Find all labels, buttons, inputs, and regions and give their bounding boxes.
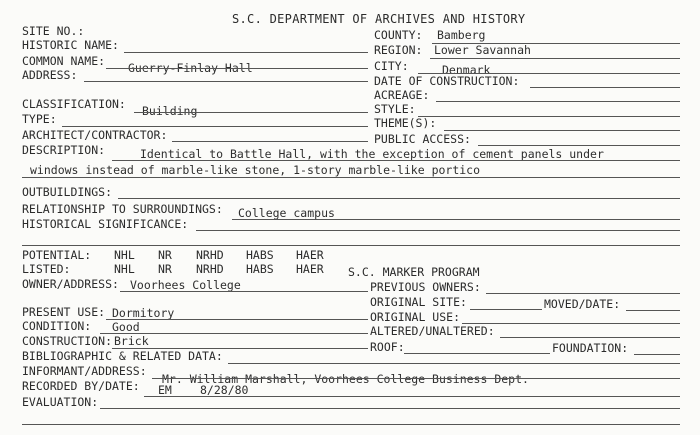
evaluation-line bbox=[100, 408, 680, 409]
section-divider bbox=[22, 245, 680, 246]
description-label: DESCRIPTION: bbox=[22, 143, 106, 157]
city-value: Denmark bbox=[442, 63, 491, 77]
address-line bbox=[84, 81, 368, 82]
public-access-label: PUBLIC ACCESS: bbox=[374, 132, 471, 146]
foundation-label: FOUNDATION: bbox=[552, 341, 629, 355]
description-rule-1 bbox=[112, 160, 680, 161]
recorded-by-line bbox=[144, 396, 680, 397]
recorded-by-label: RECORDED BY/DATE: bbox=[22, 379, 140, 393]
potential-haer: HAER bbox=[296, 248, 324, 262]
historical-significance-line bbox=[196, 230, 680, 231]
potential-label: POTENTIAL: bbox=[22, 248, 92, 262]
theme-label: THEME(S): bbox=[374, 116, 437, 130]
county-label: COUNTY: bbox=[374, 28, 423, 42]
relationship-label: RELATIONSHIP TO SURROUNDINGS: bbox=[22, 202, 223, 216]
owner-address-value: Voorhees College bbox=[130, 278, 241, 292]
theme-line bbox=[444, 130, 680, 131]
date-construction-line bbox=[530, 87, 680, 88]
potential-habs: HABS bbox=[246, 248, 274, 262]
site-no-label: SITE NO.: bbox=[22, 24, 85, 38]
original-site-label: ORIGINAL SITE: bbox=[370, 295, 467, 309]
roof-line bbox=[404, 353, 550, 354]
acreage-label: ACREAGE: bbox=[374, 88, 430, 102]
description-line-2: windows instead of marble-like stone, 1-story marble-like portico bbox=[30, 163, 481, 177]
previous-owners-line bbox=[486, 293, 680, 294]
listed-haer: HAER bbox=[296, 262, 324, 276]
region-line bbox=[430, 58, 680, 59]
present-use-line bbox=[106, 319, 368, 320]
form-title: S.C. DEPARTMENT OF ARCHIVES AND HISTORY bbox=[232, 12, 526, 26]
county-value: Bamberg bbox=[437, 28, 486, 42]
classification-value: Building bbox=[142, 104, 198, 118]
classification-label: CLASSIFICATION: bbox=[22, 97, 126, 111]
previous-owners-label: PREVIOUS OWNERS: bbox=[370, 280, 481, 294]
relationship-line bbox=[232, 219, 680, 220]
condition-label: CONDITION: bbox=[22, 319, 92, 333]
original-use-label: ORIGINAL USE: bbox=[370, 310, 461, 324]
marker-program-label: S.C. MARKER PROGRAM bbox=[348, 265, 480, 279]
type-line bbox=[62, 126, 368, 127]
historic-name-label: HISTORIC NAME: bbox=[22, 38, 119, 52]
classification-line bbox=[134, 112, 368, 113]
recorded-date-value: 8/28/80 bbox=[200, 383, 249, 397]
original-site-line bbox=[470, 309, 542, 310]
relationship-value: College campus bbox=[238, 206, 335, 220]
region-label: REGION: bbox=[374, 43, 423, 57]
informant-label: INFORMANT/ADDRESS: bbox=[22, 364, 147, 378]
historical-significance-label: HISTORICAL SIGNIFICANCE: bbox=[22, 217, 189, 231]
evaluation-label: EVALUATION: bbox=[22, 395, 99, 409]
recorded-by-value: EM bbox=[158, 383, 172, 397]
common-name-value: Guerry-Finlay Hall bbox=[128, 61, 253, 75]
altered-line bbox=[500, 337, 680, 338]
description-rule-2 bbox=[22, 177, 680, 178]
listed-habs: HABS bbox=[246, 262, 274, 276]
potential-nhl: NHL bbox=[114, 248, 135, 262]
date-construction-label: DATE OF CONSTRUCTION: bbox=[374, 74, 520, 88]
style-label: STYLE: bbox=[374, 102, 416, 116]
acreage-line bbox=[436, 101, 680, 102]
informant-line bbox=[152, 378, 680, 379]
evaluation-line-2 bbox=[22, 424, 680, 425]
potential-nr: NR bbox=[158, 248, 172, 262]
original-use-line bbox=[462, 323, 680, 324]
bibliographic-line bbox=[228, 363, 680, 364]
moved-date-label: MOVED/DATE: bbox=[544, 297, 621, 311]
region-value: Lower Savannah bbox=[434, 43, 531, 57]
owner-address-line bbox=[120, 291, 368, 292]
foundation-line bbox=[634, 354, 680, 355]
common-name-line bbox=[106, 68, 368, 69]
roof-label: ROOF: bbox=[370, 340, 405, 354]
outbuildings-line bbox=[118, 198, 680, 199]
common-name-label: COMMON NAME: bbox=[22, 54, 106, 68]
listed-label: LISTED: bbox=[22, 262, 71, 276]
bibliographic-label: BIBLIOGRAPHIC & RELATED DATA: bbox=[22, 349, 223, 363]
informant-value: Mr. William Marshall, Voorhees College Business Dept. bbox=[162, 372, 529, 386]
condition-value: Good bbox=[112, 320, 140, 334]
moved-date-line bbox=[626, 310, 680, 311]
potential-nrhd: NRHD bbox=[196, 248, 224, 262]
altered-label: ALTERED/UNALTERED: bbox=[370, 324, 495, 338]
historic-name-line bbox=[124, 52, 368, 53]
construction-label: CONSTRUCTION: bbox=[22, 334, 113, 348]
public-access-line bbox=[478, 145, 680, 146]
type-label: TYPE: bbox=[22, 112, 57, 126]
construction-value: Brick bbox=[114, 334, 149, 348]
description-line-1: Identical to Battle Hall, with the exception of cement panels under bbox=[140, 147, 604, 161]
address-label: ADDRESS: bbox=[22, 68, 78, 82]
architect-label: ARCHITECT/CONTRACTOR: bbox=[22, 128, 168, 142]
present-use-label: PRESENT USE: bbox=[22, 305, 106, 319]
outbuildings-label: OUTBUILDINGS: bbox=[22, 185, 113, 199]
listed-nrhd: NRHD bbox=[196, 262, 224, 276]
listed-nhl: NHL bbox=[114, 262, 135, 276]
owner-address-label: OWNER/ADDRESS: bbox=[22, 277, 119, 291]
listed-nr: NR bbox=[158, 262, 172, 276]
city-label: CITY: bbox=[374, 59, 409, 73]
present-use-value: Dormitory bbox=[112, 306, 175, 320]
architect-line bbox=[172, 141, 368, 142]
style-line bbox=[418, 116, 680, 117]
